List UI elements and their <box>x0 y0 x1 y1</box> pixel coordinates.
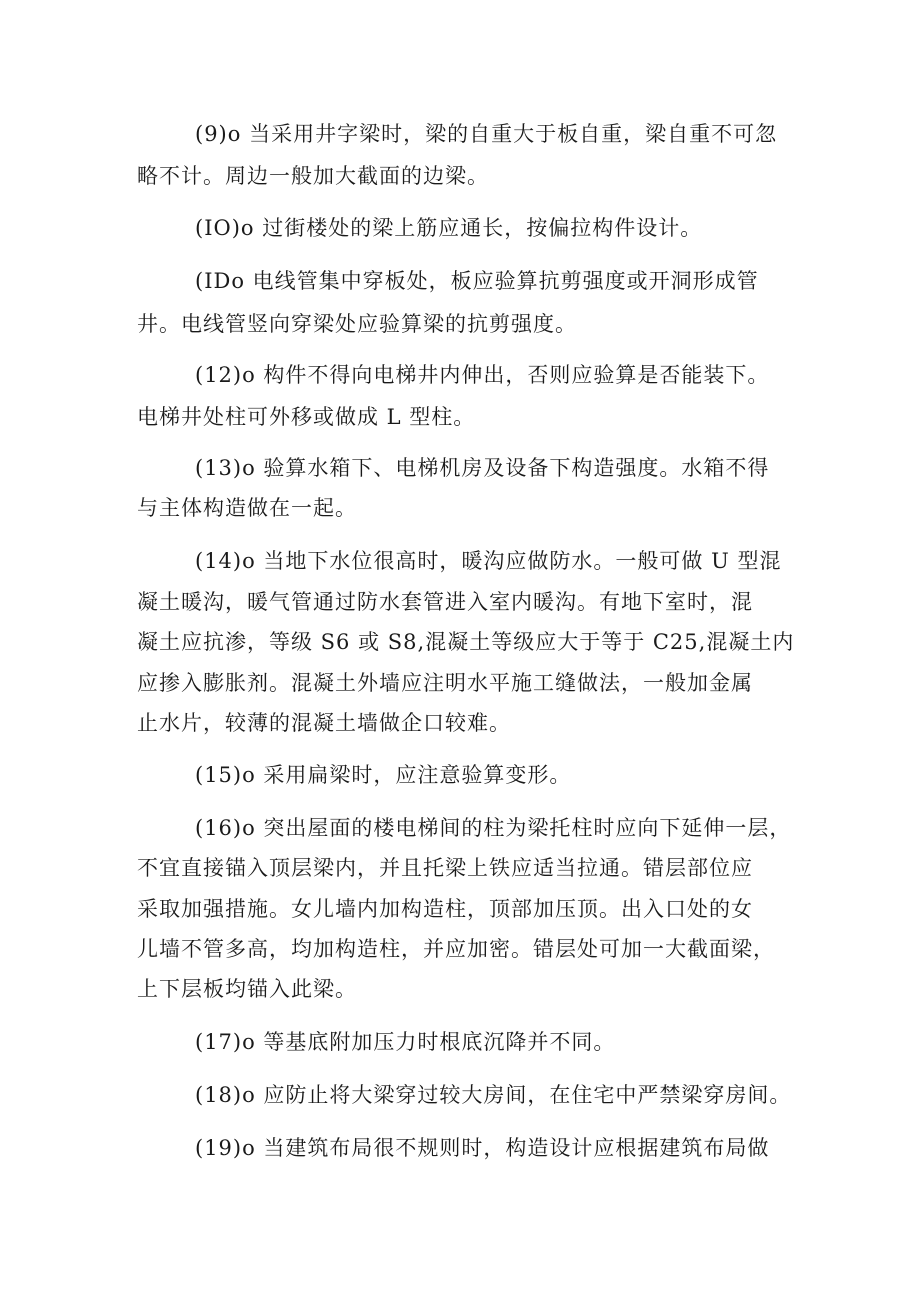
text-line: 电梯井处柱可外移或做成 L 型柱。 <box>137 405 476 429</box>
text-line: (19)o 当建筑布局很不规则时，构造设计应根据建筑布局做 <box>195 1136 770 1160</box>
text-line: (IO)o 过街楼处的梁上筋应通长，按偏拉构件设计。 <box>195 216 703 240</box>
text-line: 井。电线管竖向穿梁处应验算梁的抗剪强度。 <box>137 312 577 336</box>
text-line: (15)o 采用扁梁时，应注意验算变形。 <box>195 763 572 787</box>
text-line: 与主体构造做在一起。 <box>137 496 357 520</box>
text-line: 上下层板均锚入此梁。 <box>137 977 357 1001</box>
text-line: (17)o 等基底附加压力时根底沉降并不同。 <box>195 1030 616 1054</box>
text-line: 儿墙不管多高，均加构造柱，并应加密。错层处可加一大截面梁， <box>137 937 775 961</box>
text-line: 应掺入膨胀剂。混凝土外墙应注明水平施工缝做法，一般加金属 <box>137 671 753 695</box>
text-line: (IDo 电线管集中穿板处，板应验算抗剪强度或开洞形成管 <box>195 269 759 293</box>
text-line: (12)o 构件不得向电梯井内伸出，否则应验算是否能装下。 <box>195 363 770 387</box>
text-line: 凝土暖沟，暖气管通过防水套管进入室内暖沟。有地下室时，混 <box>137 590 753 614</box>
text-line: 略不计。周边一般加大截面的边梁。 <box>137 164 489 188</box>
text-line: 采取加强措施。女儿墙内加构造柱，顶部加压顶。出入口处的女 <box>137 897 753 921</box>
text-line: 不宜直接锚入顶层梁内，并且托梁上铁应适当拉通。错层部位应 <box>137 856 753 880</box>
text-line: 凝土应抗渗，等级 S6 或 S8,混凝土等级应大于等于 C25,混凝土内 <box>137 630 795 654</box>
text-line: (16)o 突出屋面的楼电梯间的柱为梁托柱时应向下延伸一层， <box>195 816 792 840</box>
text-line: 止水片，较薄的混凝土墙做企口较难。 <box>137 711 511 735</box>
text-line: (14)o 当地下水位很高时，暖沟应做防水。一般可做 U 型混 <box>195 549 782 573</box>
text-line: (18)o 应防止将大梁穿过较大房间，在住宅中严禁梁穿房间。 <box>195 1083 792 1107</box>
text-line: (9)o 当采用井字梁时，梁的自重大于板自重，梁自重不可忽 <box>195 122 778 146</box>
text-line: (13)o 验算水箱下、电梯机房及设备下构造强度。水箱不得 <box>195 456 770 480</box>
